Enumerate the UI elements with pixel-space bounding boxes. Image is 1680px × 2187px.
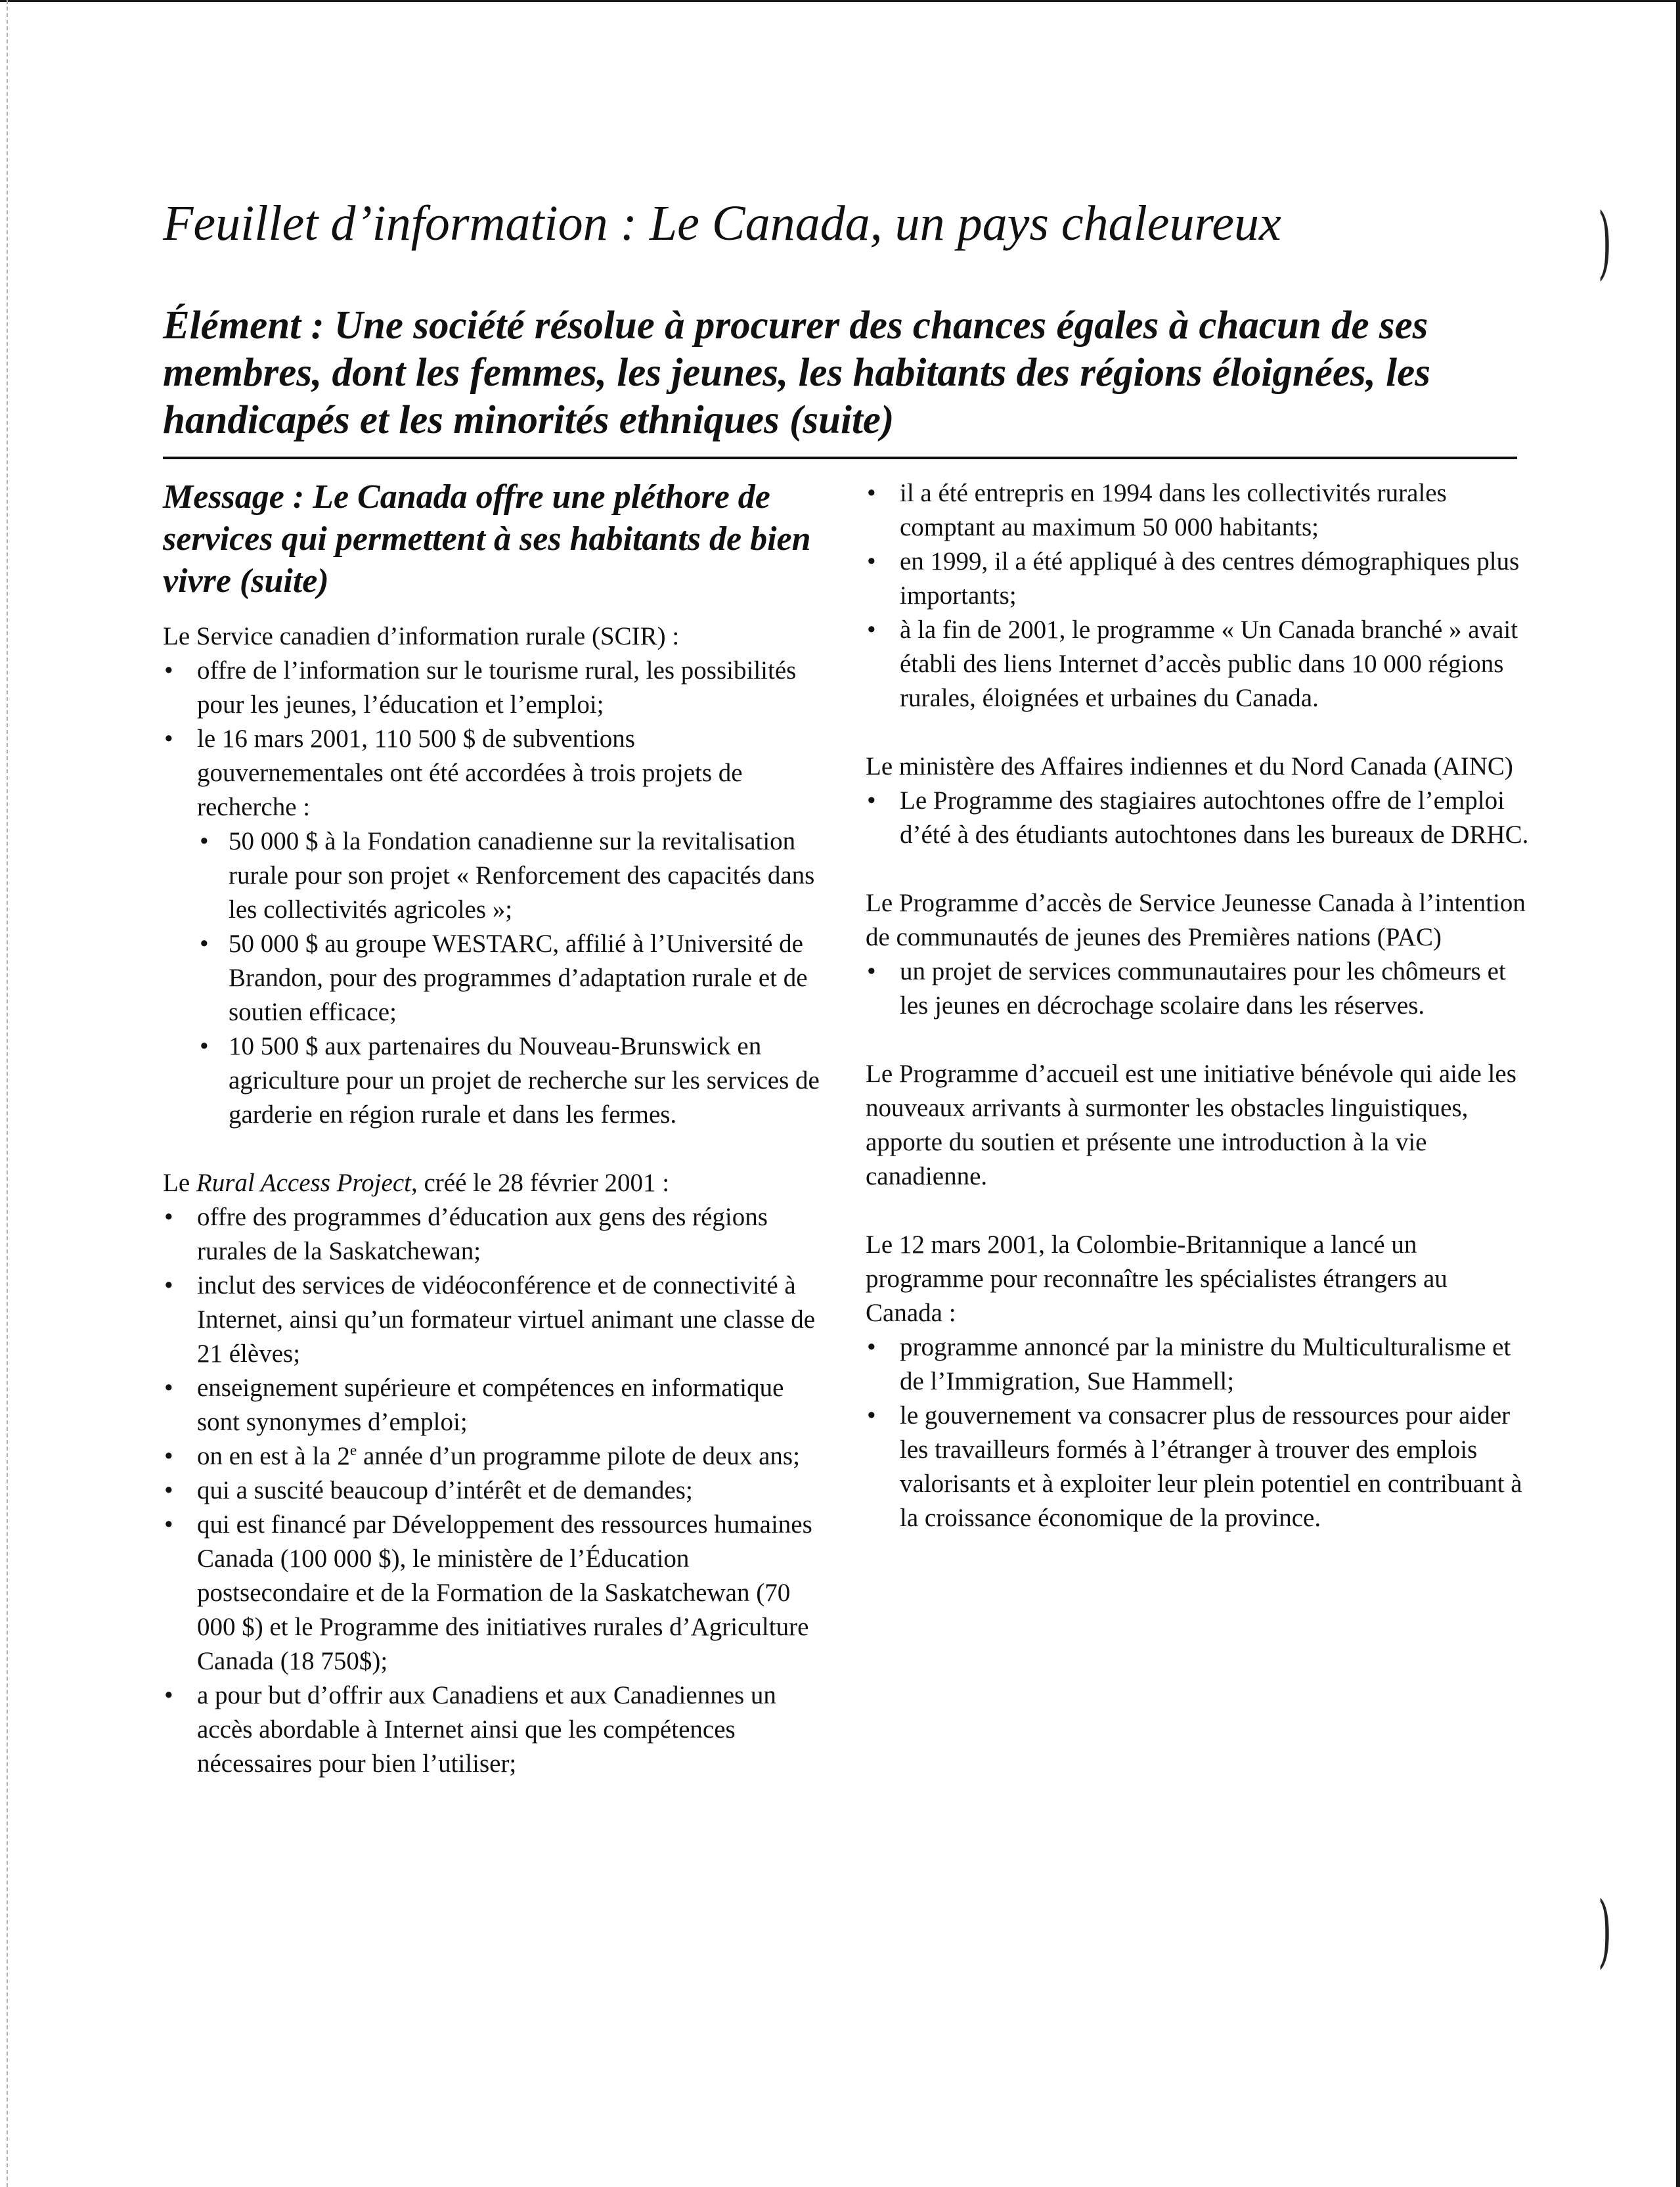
scir-intro: Le Service canadien d’information rurale (SCIR) : (163, 622, 680, 650)
canada-branche-section (859, 476, 1529, 715)
rural-access-intro (163, 1166, 820, 1200)
list-item: • il a été entrepris en 1994 dans les collectivités rurales comptant au maximum 50 000 habitants; (859, 476, 1529, 545)
scir-sub-list (197, 824, 820, 1132)
rural-access-section (156, 1166, 820, 1781)
page-border-top (0, 0, 1680, 2)
page-border-left (7, 0, 8, 2187)
pac-list (859, 955, 1529, 1023)
list-item: • un projet de services communautaires pour les chômeurs et les jeunes en décrochage scolaire dans les réserves. (859, 955, 1529, 1023)
scir-section (156, 620, 820, 1132)
pac-section (859, 886, 1529, 1023)
accueil-section (859, 1057, 1529, 1194)
rural-access-list (156, 1200, 820, 1781)
left-column (156, 476, 820, 1781)
list-item: • qui est financé par Développement des ressources humaines Canada (100 000 $), le ministère de l’Éducation postsecondaire et de la Formation de la Saskatchewan (70 000 $) et le Programme des initiatives rurales d’Agriculture Canada (18 750$); (156, 1508, 820, 1679)
pac-intro: Le Programme d’accès de Service Jeunesse Canada à l’intention de communautés de jeunes des Premières nations (PAC) (866, 889, 1526, 951)
list-item: • enseignement supérieure et compétences en informatique sont synonymes d’emploi; (156, 1371, 820, 1439)
list-item: • Le Programme des stagiaires autochtones offre de l’emploi d’été à des étudiants autochtones dans les bureaux de DRHC. (859, 784, 1529, 852)
list-item: • offre de l’information sur le tourisme rural, les possibilités pour les jeunes, l’éducation et l’emploi; (156, 654, 820, 722)
list-item: • inclut des services de vidéoconférence et de connectivité à Internet, ainsi qu’un formateur virtuel animant une classe de 21 élèves; (156, 1269, 820, 1371)
accueil-text: Le Programme d’accueil est une initiative bénévole qui aide les nouveaux arrivants à surmonter les obstacles linguistiques, apporte du soutien et présente une introduction à la vie canadienne. (866, 1060, 1516, 1190)
list-item: • en 1999, il a été appliqué à des centres démographiques plus importants; (859, 545, 1529, 613)
pilot-superscript: e (349, 1442, 357, 1459)
rural-access-intro-suffix: , créé le 28 février 2001 : (410, 1169, 670, 1197)
cb-intro: Le 12 mars 2001, la Colombie-Britannique a lancé un programme pour reconnaître les spécialistes étrangers au Canada : (866, 1230, 1448, 1327)
rural-access-project-name: Rural Access Project (196, 1169, 411, 1197)
list-item: • qui a suscité beaucoup d’intérêt et de demandes; (156, 1474, 820, 1508)
page-title: Feuillet d’information : Le Canada, un pays chaleureux (163, 196, 1281, 251)
heading-rule (163, 457, 1517, 459)
message-heading: Message : Le Canada offre une pléthore de services qui permettent à ses habitants de bien vivre (suite) (163, 478, 811, 600)
element-heading: Élément : Une société résolue à procurer des chances égales à chacun de ses membres, dont les femmes, les jeunes, les habitants des régions éloignées, les handicapés et les minorités ethniques (suite) (163, 304, 1430, 442)
list-item: • a pour but d’offrir aux Canadiens et aux Canadiennes un accès abordable à Internet ainsi que les compétences nécessaires pour bien l’utiliser; (156, 1679, 820, 1781)
ainc-section (859, 750, 1529, 852)
sub-list-item: • 10 500 $ aux partenaires du Nouveau-Brunswick en agriculture pour un projet de recherche sur les services de garderie en région rurale et dans les fermes. (197, 1029, 820, 1132)
cb-list (859, 1330, 1529, 1535)
list-item: • programme annoncé par la ministre du Multiculturalisme et de l’Immigration, Sue Hammell; (859, 1330, 1529, 1399)
rural-access-intro-prefix: Le (163, 1169, 196, 1197)
pilot-prefix: on en est à la 2 (197, 1442, 350, 1470)
ainc-intro: Le ministère des Affaires indiennes et du Nord Canada (AINC) (866, 752, 1513, 780)
list-item (156, 722, 820, 1132)
page-border-right (1676, 0, 1680, 2187)
list-item-text: le 16 mars 2001, 110 500 $ de subventions gouvernementales ont été accordées à trois projets de recherche : (197, 725, 743, 821)
right-column (859, 476, 1529, 1535)
sub-list-item: • 50 000 $ à la Fondation canadienne sur la revitalisation rurale pour son projet « Renforcement des capacités dans les collectivités agricoles »; (197, 824, 820, 927)
canada-branche-list (859, 476, 1529, 715)
pilot-suffix: année d’un programme pilote de deux ans; (357, 1442, 800, 1470)
cb-section (859, 1228, 1529, 1535)
sub-list-item: • 50 000 $ au groupe WESTARC, affilié à l’Université de Brandon, pour des programmes d’adaptation rurale et de soutien efficace; (197, 927, 820, 1029)
list-item: • à la fin de 2001, le programme « Un Canada branché » avait établi des liens Internet d’accès public dans 10 000 régions rurales, éloignées et urbaines du Canada. (859, 613, 1529, 715)
binder-mark-bottom: ) (1597, 1885, 1612, 1977)
ainc-list (859, 784, 1529, 852)
scir-list (156, 654, 820, 1132)
list-item: • le gouvernement va consacrer plus de ressources pour aider les travailleurs formés à l’étranger à trouver des emplois valorisants et à exploiter leur plein potentiel en contribuant à la croissance économique de la province. (859, 1399, 1529, 1535)
list-item: • offre des programmes d’éducation aux gens des régions rurales de la Saskatchewan; (156, 1200, 820, 1269)
list-item (156, 1439, 820, 1474)
binder-mark-top: ) (1597, 197, 1612, 288)
